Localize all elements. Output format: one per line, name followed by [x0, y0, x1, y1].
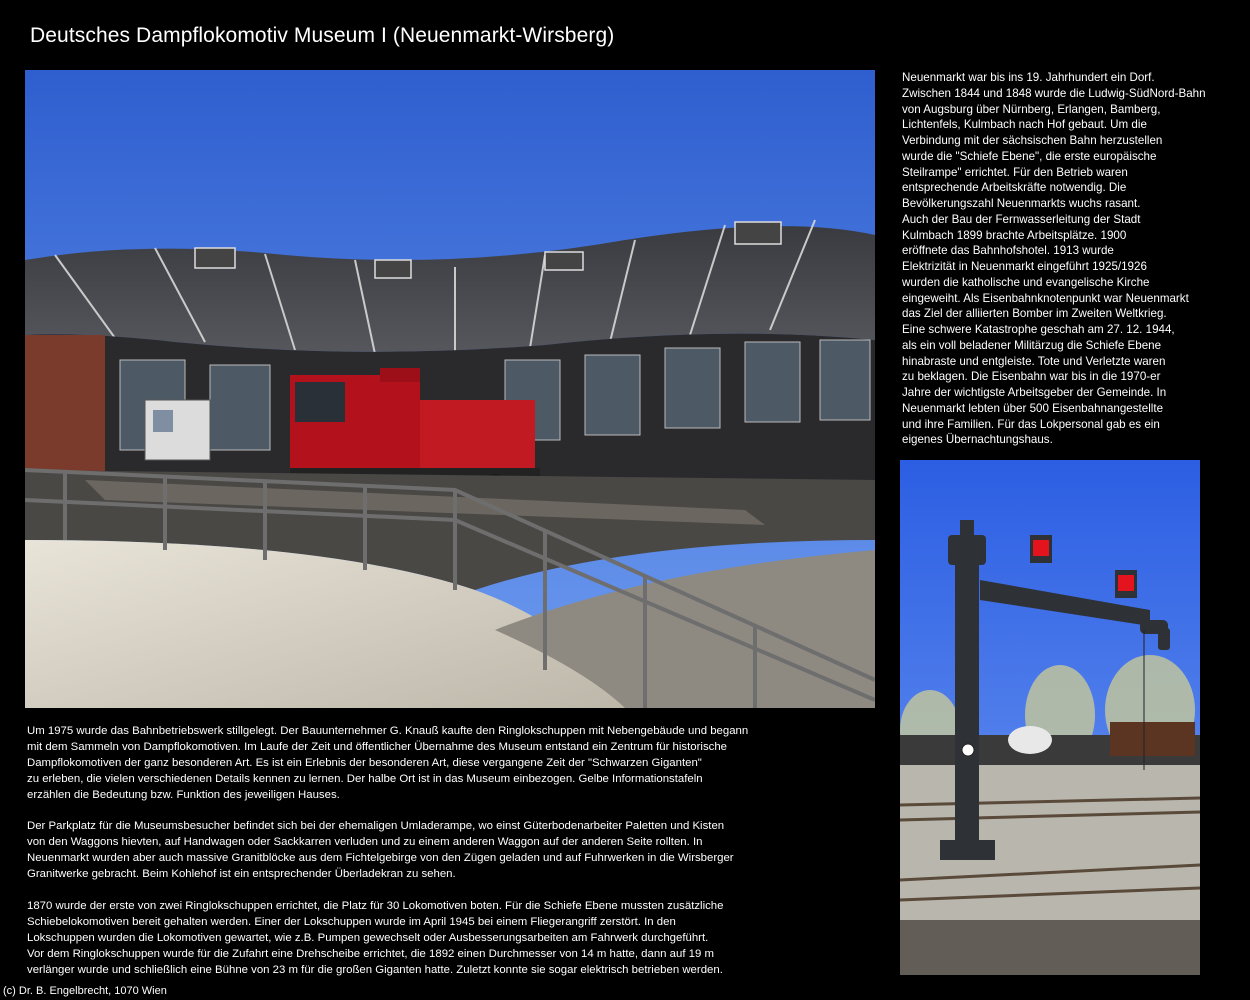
roundhouse-photo-illustration	[25, 70, 875, 708]
body-paragraph-3: 1870 wurde der erste von zwei Ringlokschuppen errichtet, die Platz für 30 Lokomotiven boten. Für die Schiefe Ebene mussten zusätzliche Schiebelokomotiven bereit gehalten werden. Einer der Lokschuppen wurde im April 1945 bei einem Fliegerangriff zerstört. In den Lokschuppen wurden die Lokomotiven gewartet, wie z.B. Pumpen gewechselt oder Ausbesserungsarbeiten am Fahrwerk durchgeführt. Vor dem Ringlokschuppen wurde für die Zufahrt eine Drehscheibe errichtet, die 1892 einen Durchmesser von 14 m hatte, dann auf 19 m verlänger wurde und schließlich eine Bühne von 23 m für die großen Giganten hatte. Zuletzt konnte sie sogar elektrisch betrieben werden.	[27, 899, 724, 976]
page-title: Deutsches Dampflokomotiv Museum I (Neuenmarkt-Wirsberg)	[30, 24, 615, 47]
water-crane-photo-illustration	[900, 460, 1200, 975]
intro-text: Neuenmarkt war bis ins 19. Jahrhundert ein Dorf. Zwischen 1844 und 1848 wurde die Ludwig-SüdNord-Bahn von Augsburg über Nürnberg, Erlangen, Bamberg, Lichtenfels, Kulmbach nach Hof gebaut. Um die Verbindung mit der sächsischen Bahn herzustellen wurde die "Schiefe Ebene", die erste europäische Steilrampe" errichtet. Für den Betrieb waren entsprechende Arbeitskräfte notwendig. Die Bevölkerungszahl Neuenmarkts wuchs rasant. Auch der Bau der Fernwasserleitung der Stadt Kulmbach 1899 brachte Arbeitsplätze. 1900 eröffnete das Bahnhofshotel. 1913 wurde Elektrizität in Neuenmarkt eingeführt 1925/1926 wurden die katholische und evangelische Kirche eingeweiht. Als Eisenbahnknotenpunkt war Neuenmarkt das Ziel der alliierten Bomber im Zweiten Weltkrieg. Eine schwere Katastrophe geschah am 27. 12. 1944, als ein voll beladener Militärzug die Schiefe Ebene hinabraste und entgleiste. Tote und Verletzte waren zu beklagen. Die Eisenbahn war bis in die 1970-er Jahre der wichtigste Arbeitsgeber der Gemeinde. In Neuenmarkt lebten über 500 Eisenbahnangestellte und ihre Familien. Für das Lokpersonal gab es ein eigenes Übernachtungshaus.	[902, 71, 1206, 447]
side-photo[interactable]	[900, 460, 1200, 975]
body-paragraph-2: Der Parkplatz für die Museumsbesucher befindet sich bei der ehemaligen Umladerampe, wo einst Güterbodenarbeiter Paletten und Kisten von den Waggons hievten, auf Handwagen oder Sackkarren verluden und zu einem anderen Waggon auf der anderen Seite rollten. In Neuenmarkt wurden aber auch massive Granitblöcke aus dem Fichtelgebirge von den Zügen geladen und auf Fuhrwerken in die Wirsberger Granitwerke gebracht. Beim Kohlehof ist ein entsprechender Überladekran zu sehen.	[27, 820, 734, 881]
copyright-notice: (c) Dr. B. Engelbrecht, 1070 Wien	[3, 985, 167, 997]
body-paragraph-1: Um 1975 wurde das Bahnbetriebswerk stillgelegt. Der Bauunternehmer G. Knauß kaufte den Ringlokschuppen mit Nebengebäude und begann mit dem Sammeln von Dampflokomotiven. Im Laufe der Zeit und öffentlicher Übernahme des Museum entstand ein Zentrum für historische Dampflokomotiven der ganz besonderen Art. Es ist ein Erlebnis der besonderen Art, diese vergangene Zeit der "Schwarzen Giganten" zu erleben, die vielen verschiedenen Details kennen zu lernen. Der halbe Ort ist in das Museum einbezogen. Gelbe Informationstafeln erzählen die Bedeutung bzw. Funktion des jeweiligen Hauses.	[27, 725, 749, 801]
body-text	[27, 724, 807, 994]
main-photo[interactable]	[25, 70, 875, 708]
